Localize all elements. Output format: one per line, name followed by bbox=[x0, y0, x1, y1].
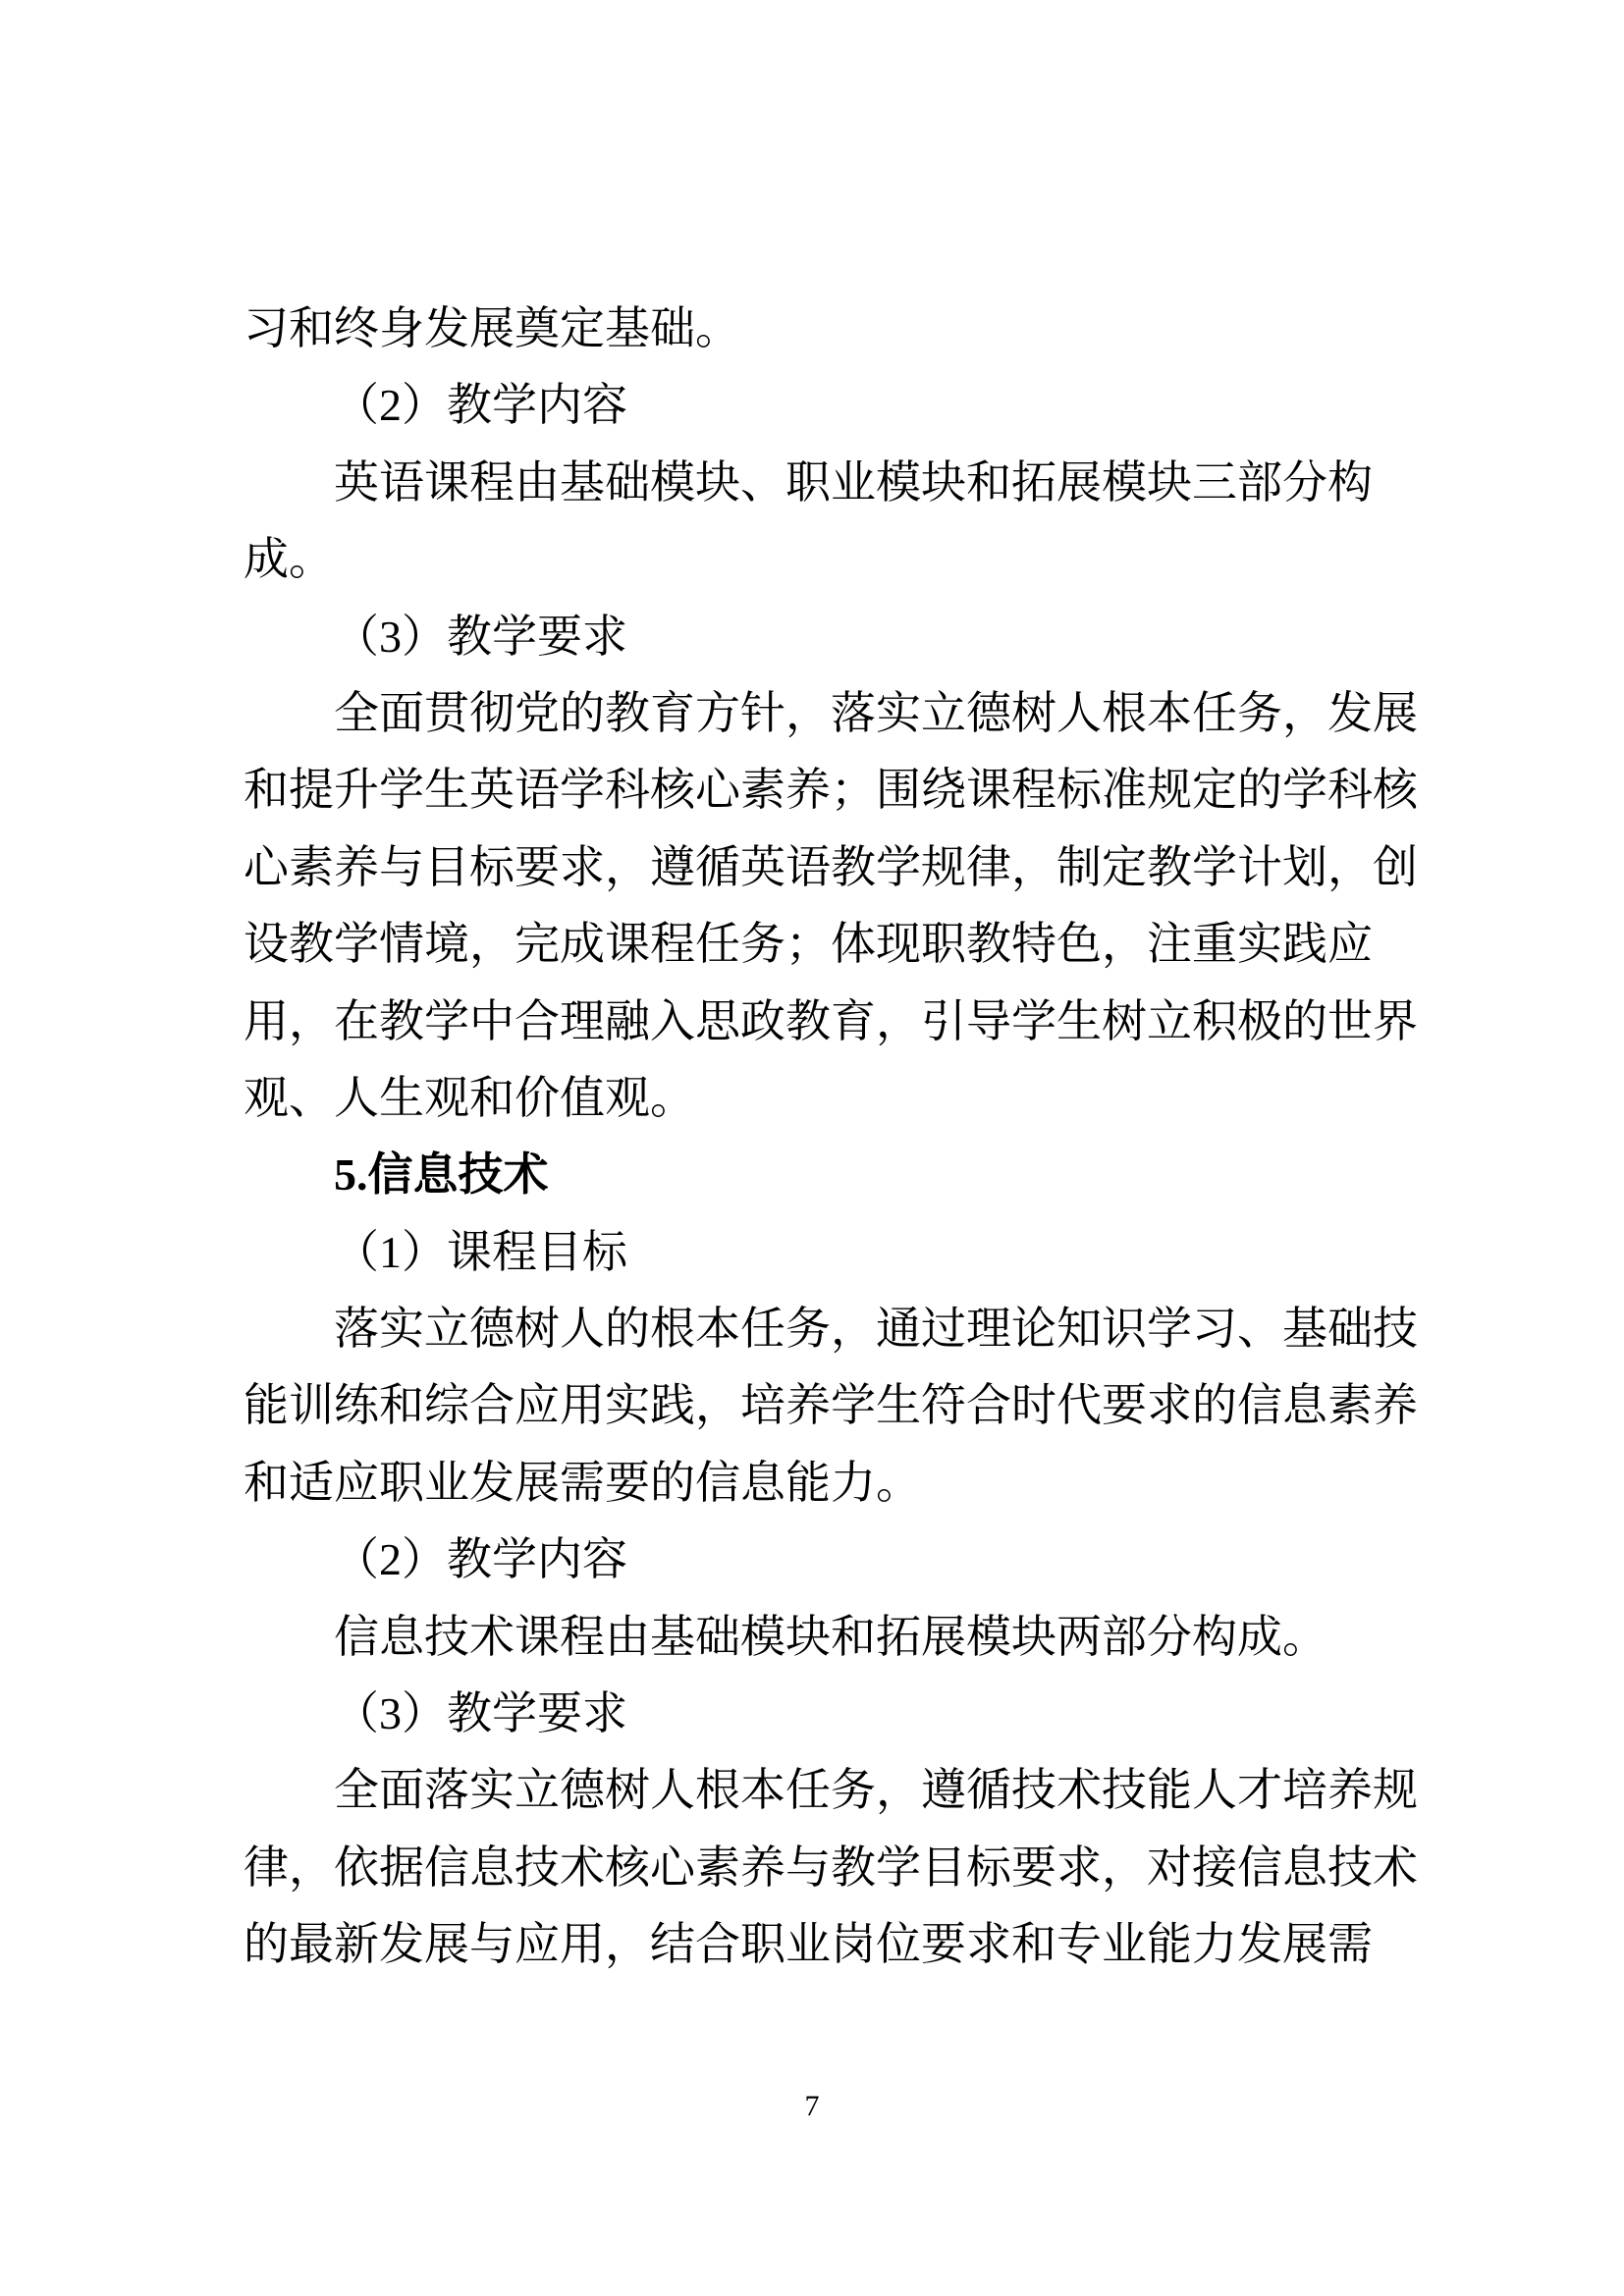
text-line: （2）教学内容 bbox=[334, 1534, 627, 1585]
text-line: 的最新发展与应用，结合职业岗位要求和专业能力发展需 bbox=[244, 1919, 1373, 1970]
text-line: 和提升学生英语学科核心素养；围绕课程标准规定的学科核 bbox=[244, 765, 1418, 816]
text-line: 和适应职业发展需要的信息能力。 bbox=[244, 1457, 921, 1508]
text-line: 全面落实立德树人根本任务，遵循技术技能人才培养规 bbox=[334, 1765, 1418, 1816]
text-line: 用，在教学中合理融入思政教育，引导学生树立积极的世界 bbox=[244, 995, 1418, 1046]
text-line: （3）教学要求 bbox=[334, 1688, 627, 1739]
text-line: 全面贯彻党的教育方针，落实立德树人根本任务，发展 bbox=[334, 687, 1418, 738]
page-number: 7 bbox=[804, 2090, 820, 2122]
text-line: 设教学情境，完成课程任务；体现职教特色，注重实践应 bbox=[244, 919, 1373, 970]
page-footer bbox=[0, 2089, 1624, 2124]
text-line: 落实立德树人的根本任务，通过理论知识学习、基础技 bbox=[334, 1304, 1418, 1355]
text-line: （2）教学内容 bbox=[334, 380, 627, 431]
text-line: 5.信息技术 bbox=[334, 1149, 549, 1201]
text-line: 成。 bbox=[244, 534, 334, 585]
text-line: 习和终身发展奠定基础。 bbox=[244, 303, 740, 353]
text-line: 律，依据信息技术核心素养与教学目标要求，对接信息技术 bbox=[244, 1842, 1418, 1893]
text-line: 英语课程由基础模块、职业模块和拓展模块三部分构 bbox=[334, 456, 1373, 507]
text-line: 观、人生观和价值观。 bbox=[244, 1072, 695, 1123]
text-line: （1）课程目标 bbox=[334, 1226, 627, 1277]
document-body bbox=[244, 291, 1432, 1984]
text-line: 心素养与目标要求，遵循英语教学规律，制定教学计划，创 bbox=[244, 841, 1418, 892]
text-line: 能训练和综合应用实践，培养学生符合时代要求的信息素养 bbox=[244, 1380, 1418, 1431]
text-line: 信息技术课程由基础模块和拓展模块两部分构成。 bbox=[334, 1611, 1327, 1662]
text-line: （3）教学要求 bbox=[334, 611, 627, 662]
